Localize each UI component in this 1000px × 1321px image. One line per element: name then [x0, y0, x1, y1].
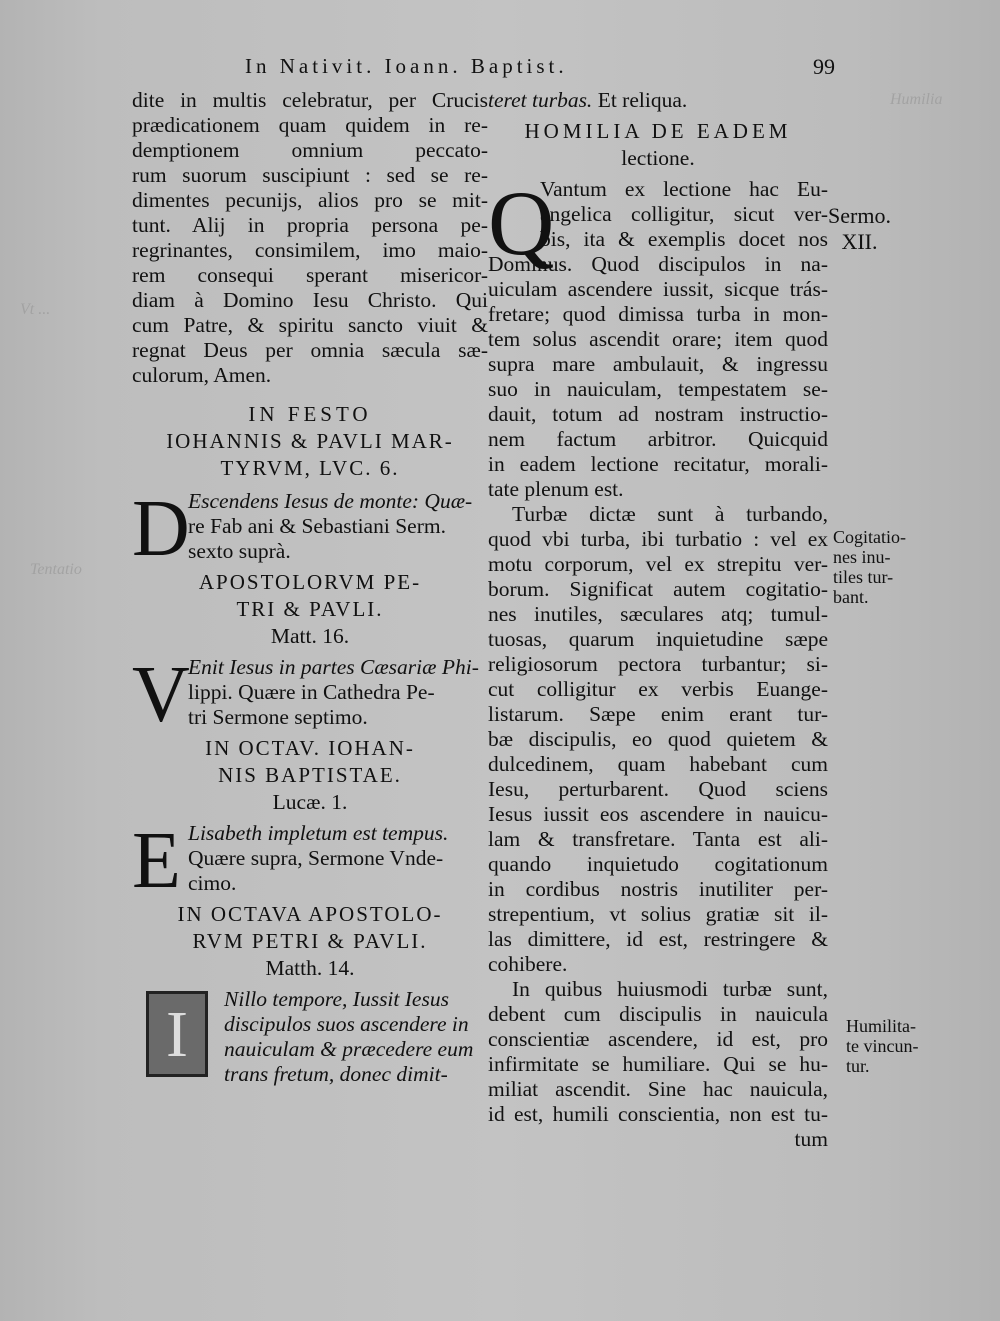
- section-heading: IN OCTAVA APOSTOLO-: [177, 902, 443, 926]
- text-line: angelica colligitur, sicut ver-: [540, 202, 828, 226]
- text-line: regrinantes, consimilem, imo maio-: [132, 238, 488, 262]
- text-line: quando inquietudo cogitationum: [488, 852, 828, 876]
- text-line: Vantum ex lectione hac Eu-: [540, 177, 828, 201]
- section-entry: [132, 817, 488, 905]
- section-heading: TYRVM, LVC. 6.: [220, 456, 400, 480]
- text-span: Et reliqua.: [592, 88, 688, 112]
- text-line: trans fretum, donec dimit-: [224, 1062, 448, 1086]
- margin-note-line: nes inu-: [833, 547, 891, 567]
- spacer: [132, 388, 488, 402]
- text-line: debent cum discipulis in nauicula: [488, 1002, 828, 1026]
- text-line: nem factum arbitror. Quicquid: [488, 427, 828, 451]
- text-line: diam à Domino Iesu Christo. Qui: [132, 288, 488, 312]
- section-heading: RVM PETRI & PAVLI.: [192, 929, 428, 953]
- homily-paragraph: [488, 172, 828, 502]
- text-line: cohibere.: [488, 952, 568, 976]
- margin-note-cogitationes: [833, 527, 906, 607]
- text-line: strepentium, vt solius gratiæ sit il-: [488, 902, 828, 926]
- section-heading: IN OCTAV. IOHAN-: [205, 736, 415, 760]
- text-line: nauiculam & præcedere eum: [224, 1037, 474, 1061]
- text-line: nes inutiles, sæculares atq; tumul-: [488, 602, 828, 626]
- text-line: Iesus iussit eos ascendere in nauicu-: [488, 802, 828, 826]
- text-line: cum Patre, & spiritu sancto viuit &: [132, 313, 488, 337]
- right-column: [488, 88, 828, 1152]
- text-line: Iesu, perturbarent. Quod sciens: [488, 777, 828, 801]
- bleed-through-text: Vt ...: [20, 301, 51, 318]
- margin-note-line: Humilita-: [846, 1016, 916, 1036]
- ornamental-drop-cap: I: [146, 991, 208, 1077]
- text-line: lippi. Quære in Cathedra Pe-: [188, 680, 435, 704]
- text-line: dite in multis celebratur, per Crucis: [132, 88, 488, 112]
- section-heading: TRI & PAVLI.: [236, 597, 384, 621]
- text-line: dimentes pecunijs, alios pro se mit-: [132, 188, 488, 212]
- text-line: In quibus huiusmodi turbæ sunt,: [512, 977, 828, 1001]
- homily-paragraph: [488, 977, 828, 1152]
- section-heading: NIS BAPTISTAE.: [218, 763, 402, 787]
- margin-note-line: bant.: [833, 587, 869, 607]
- text-line: cut colligitur ex verbis Euange-: [488, 677, 828, 701]
- section-heading: IN FESTO: [248, 402, 372, 426]
- text-line: sexto suprà.: [188, 539, 291, 563]
- text-line: Turbæ dictæ sunt à turbando,: [512, 502, 828, 526]
- margin-note-sermo: [828, 203, 891, 255]
- text-line: in eadem lectione recitatur, morali-: [488, 452, 828, 476]
- text-line: supra mare ambulauit, & ingressu: [488, 352, 828, 376]
- text-line: tate plenum est.: [488, 477, 624, 501]
- text-line: suo in nauiculam, tempestatem se-: [488, 377, 828, 401]
- text-line: tuosas, quarum inquietudine sæpe: [488, 627, 828, 651]
- text-line: Enit Iesus in partes Cæsariæ Phi-: [188, 655, 479, 679]
- text-line: regnat Deus per omnia sæcula sæ-: [132, 338, 488, 362]
- text-line: rem consequi sperant misericor-: [132, 263, 488, 287]
- text-line: conscientiæ ascendere, id est, pro: [488, 1027, 828, 1051]
- drop-cap: Q: [488, 172, 555, 274]
- text-line: prædicationem quam quidem in re-: [132, 113, 488, 137]
- text-line: Dominus. Quod discipulos in na-: [488, 252, 828, 276]
- left-column: [132, 88, 488, 1091]
- section-heading: IOHANNIS & PAVLI MAR-: [166, 429, 454, 453]
- text-line: motu corporum, vel ex strepitu ver-: [488, 552, 828, 576]
- text-line: tri Sermone septimo.: [188, 705, 368, 729]
- section-reference: Lucæ. 1.: [272, 790, 348, 814]
- bleed-through-text: Tentatio: [30, 561, 82, 578]
- margin-note-line: tur.: [846, 1056, 870, 1076]
- text-line: demptionem omnium peccato-: [132, 138, 488, 162]
- text-line: Escendens Iesus de monte: Quæ-: [188, 489, 473, 513]
- drop-cap: E: [132, 817, 181, 905]
- section-heading: APOSTOLORVM PE-: [198, 570, 422, 594]
- text-line: bis, ita & exemplis docet nos: [540, 227, 828, 251]
- text-line: dauit, totum ad nostram instructio-: [488, 402, 828, 426]
- text-line: lam & transfretare. Tanta est ali-: [488, 827, 828, 851]
- bleed-through-text: Humilia: [890, 91, 943, 108]
- text-line: in cordibus nostris inutiliter per-: [488, 877, 828, 901]
- text-line: Nillo tempore, Iussit Iesus: [224, 987, 449, 1011]
- text-line: miliat ascendit. Sine hac nauicula,: [488, 1077, 828, 1101]
- text-line: borum. Significat autem cogitatio-: [488, 577, 828, 601]
- text-line: las dimittere, id est, restringere &: [488, 927, 828, 951]
- drop-cap: V: [132, 651, 190, 739]
- section-entry: [132, 987, 488, 1091]
- text-line: tunt. Alij in propria persona pe-: [132, 213, 488, 237]
- margin-note-line: Cogitatio-: [833, 527, 906, 547]
- text-line: quod vbi turba, ibi turbatio : vel ex: [488, 527, 828, 551]
- text-line: rum suorum suscipiunt : sed se re-: [132, 163, 488, 187]
- text-line: infirmitate se humiliare. Qui se hu-: [488, 1052, 828, 1076]
- italic-text: teret turbas.: [488, 88, 593, 112]
- margin-note-line: te vincun-: [846, 1036, 919, 1056]
- section-reference: Matt. 16.: [270, 624, 350, 648]
- text-line: Lisabeth impletum est tempus.: [188, 821, 449, 845]
- page-number: 99: [813, 54, 835, 79]
- margin-note-line: XII.: [841, 229, 878, 254]
- section-entry: [132, 485, 488, 573]
- margin-note-line: Sermo.: [828, 203, 891, 228]
- text-line: cimo.: [188, 871, 237, 895]
- text-line: fretare; quod dimissa turba in mon-: [488, 302, 828, 326]
- homily-subheading: lectione.: [621, 146, 695, 170]
- text-line: culorum, Amen.: [132, 363, 272, 387]
- margin-note-humilitate: [846, 1016, 918, 1076]
- text-line: Quære supra, Sermone Vnde-: [188, 846, 444, 870]
- drop-cap: D: [132, 485, 190, 573]
- section-reference: Matth. 14.: [265, 956, 355, 980]
- catchword: tum: [794, 1127, 828, 1151]
- margin-note-line: tiles tur-: [833, 567, 894, 587]
- text-line: id est, humili conscientia, non est tu-: [488, 1102, 828, 1126]
- homily-heading: HOMILIA DE EADEM: [524, 119, 792, 143]
- text-line: listarum. Sæpe enim erant tur-: [488, 702, 828, 726]
- text-line: re Fab ani & Sebastiani Serm.: [188, 514, 446, 538]
- text-line: tem solus ascendit orare; item quod: [488, 327, 828, 351]
- homily-paragraph: [488, 502, 828, 977]
- text-line: discipulos suos ascendere in: [224, 1012, 469, 1036]
- running-header: [245, 54, 835, 84]
- text-line: religiosorum pectora turbantur; si-: [488, 652, 828, 676]
- text-line: uiculam ascendere iussit, sicque trás-: [488, 277, 828, 301]
- text-line: dulcedinem, quam habebant cum: [488, 752, 828, 776]
- text-line: bæ discipulis, eo quod quietem &: [488, 727, 828, 751]
- section-entry: [132, 651, 488, 739]
- header-title: In Nativit. Ioann. Baptist.: [245, 54, 568, 78]
- text-line: [488, 88, 828, 113]
